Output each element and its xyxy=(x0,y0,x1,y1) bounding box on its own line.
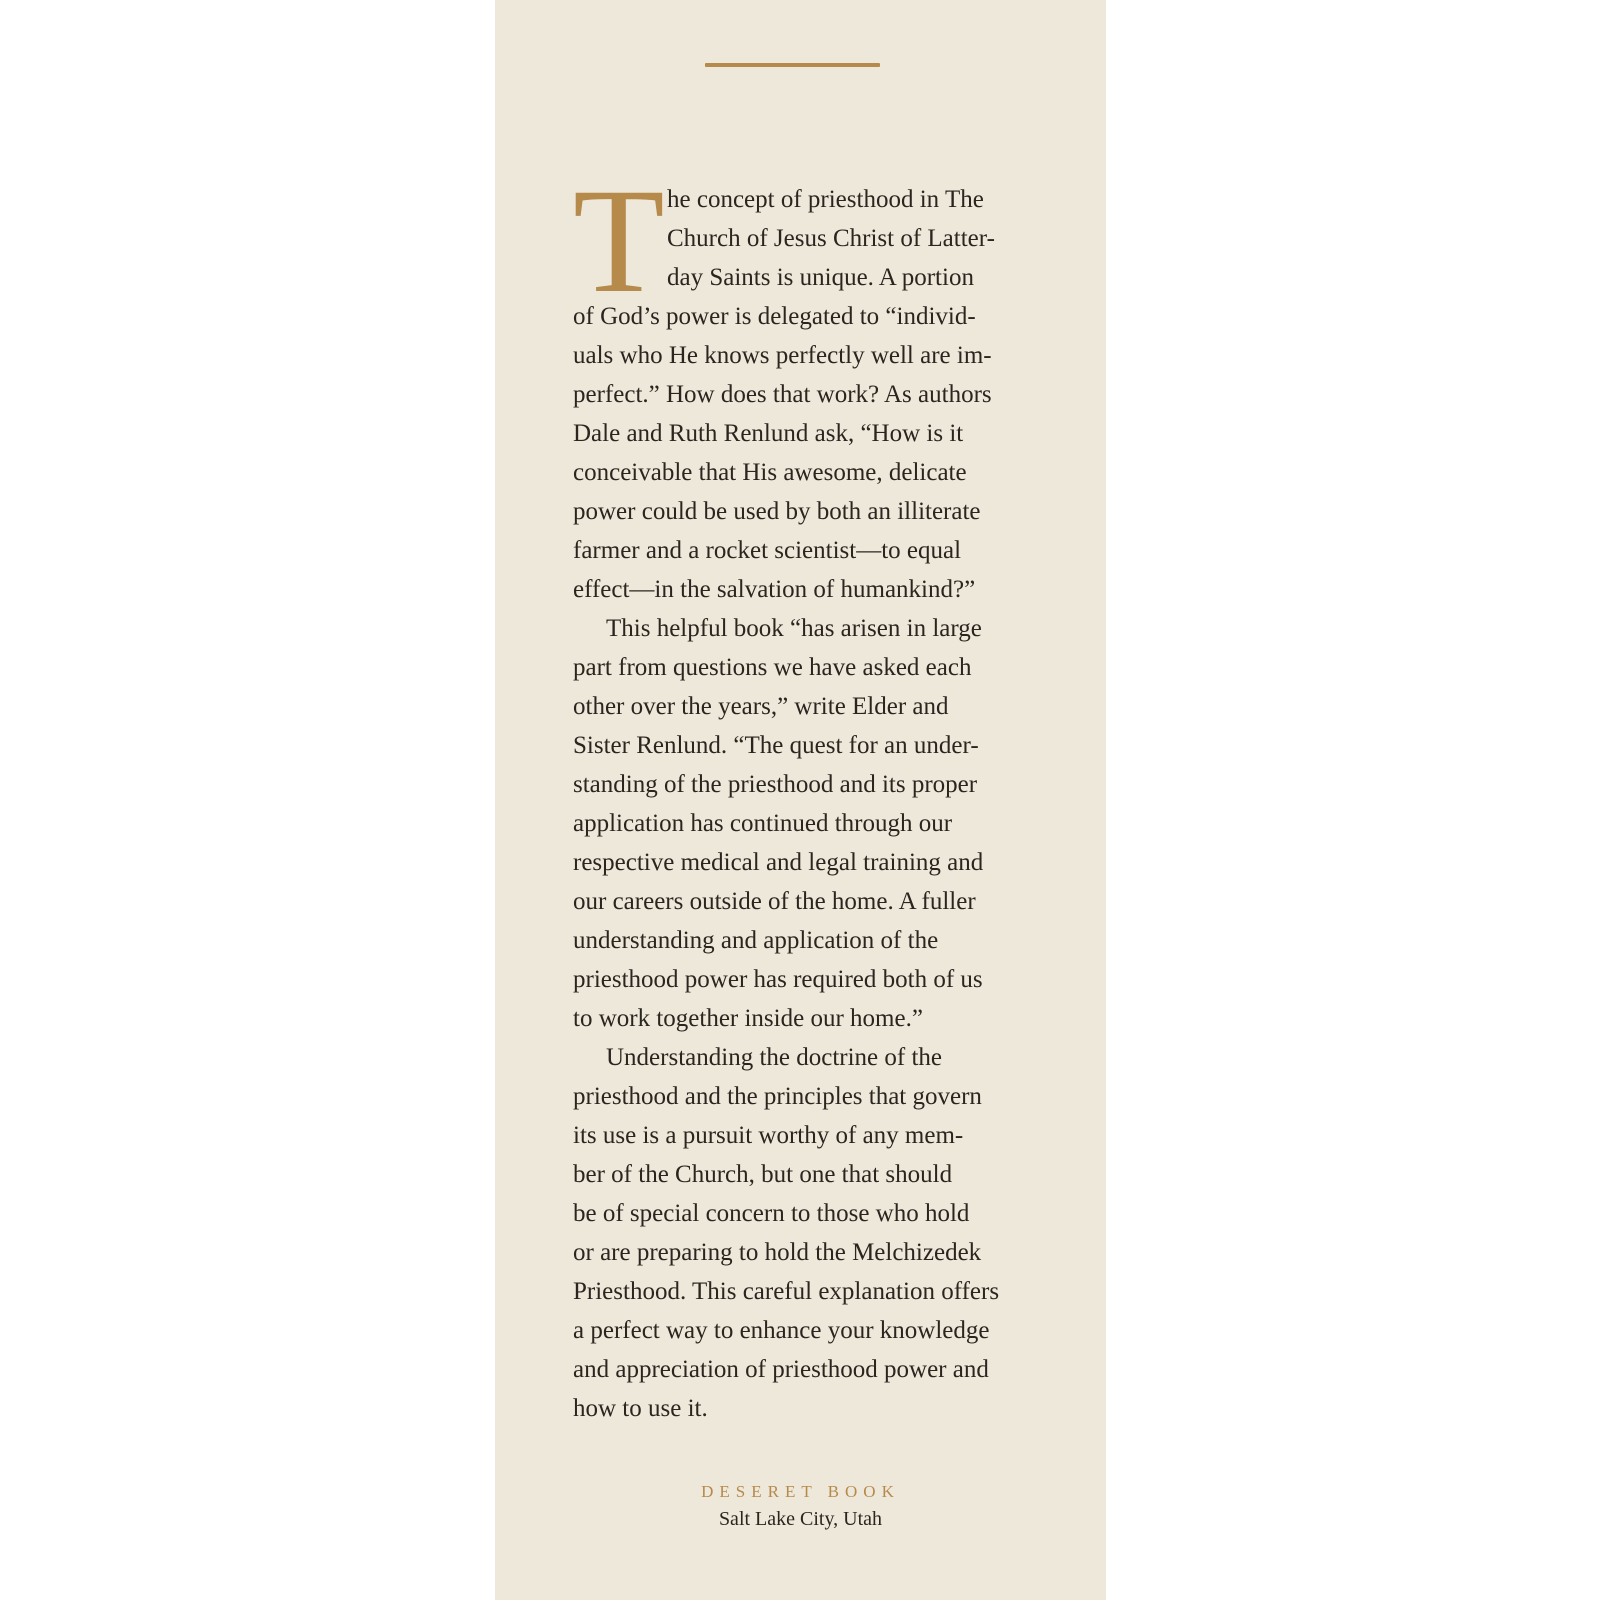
text-line: its use is a pursuit worthy of any mem- xyxy=(573,1122,964,1149)
text-line: Sister Renlund. “The quest for an under- xyxy=(573,732,979,759)
text-line: This helpful book “has arisen in large xyxy=(606,615,982,642)
text-line: Priesthood. This careful explanation offers xyxy=(573,1278,1000,1305)
description-text xyxy=(573,158,1028,1428)
text-line: Understanding the doctrine of the xyxy=(606,1044,943,1071)
paragraph-3 xyxy=(573,1038,1028,1428)
text-line: respective medical and legal training and xyxy=(573,849,984,876)
text-line: effect—in the salvation of humankind?” xyxy=(573,576,976,603)
text-line: conceivable that His awesome, delicate xyxy=(573,459,967,486)
text-line: or are preparing to hold the Melchizedek xyxy=(573,1239,982,1266)
text-line: Church of Jesus Christ of Latter- xyxy=(667,225,995,252)
text-line: standing of the priesthood and its proper xyxy=(573,771,978,798)
text-line: other over the years,” write Elder and xyxy=(573,693,949,720)
drop-cap: T xyxy=(573,158,665,324)
text-line: how to use it. xyxy=(573,1395,708,1422)
text-line: ber of the Church, but one that should xyxy=(573,1161,953,1188)
text-line: priesthood power has required both of us xyxy=(573,966,983,993)
text-line: farmer and a rocket scientist—to equal xyxy=(573,537,962,564)
publisher-name: DESERET BOOK xyxy=(701,1482,900,1501)
text-line: be of special concern to those who hold xyxy=(573,1200,970,1227)
text-line: understanding and application of the xyxy=(573,927,939,954)
text-line: priesthood and the principles that govern xyxy=(573,1083,982,1110)
text-line: perfect.” How does that work? As authors xyxy=(573,381,992,408)
cover-panel xyxy=(495,0,1106,1600)
text-line: Dale and Ruth Renlund ask, “How is it xyxy=(573,420,964,447)
decorative-rule xyxy=(705,63,880,67)
text-line: application has continued through our xyxy=(573,810,953,837)
text-line: power could be used by both an illiterate xyxy=(573,498,981,525)
text-line: a perfect way to enhance your knowledge xyxy=(573,1317,990,1344)
paragraph-2 xyxy=(573,609,1028,1038)
text-line: uals who He knows perfectly well are im- xyxy=(573,342,992,369)
text-line: our careers outside of the home. A fuller xyxy=(573,888,976,915)
publisher-location: Salt Lake City, Utah xyxy=(718,1508,883,1530)
text-line: day Saints is unique. A portion xyxy=(667,264,974,291)
text-line: part from questions we have asked each xyxy=(573,654,972,681)
text-line: of God’s power is delegated to “individ- xyxy=(573,303,976,330)
text-line: and appreciation of priesthood power and xyxy=(573,1356,989,1383)
text-line: he concept of priesthood in The xyxy=(667,186,984,213)
text-line: to work together inside our home.” xyxy=(573,1005,923,1032)
